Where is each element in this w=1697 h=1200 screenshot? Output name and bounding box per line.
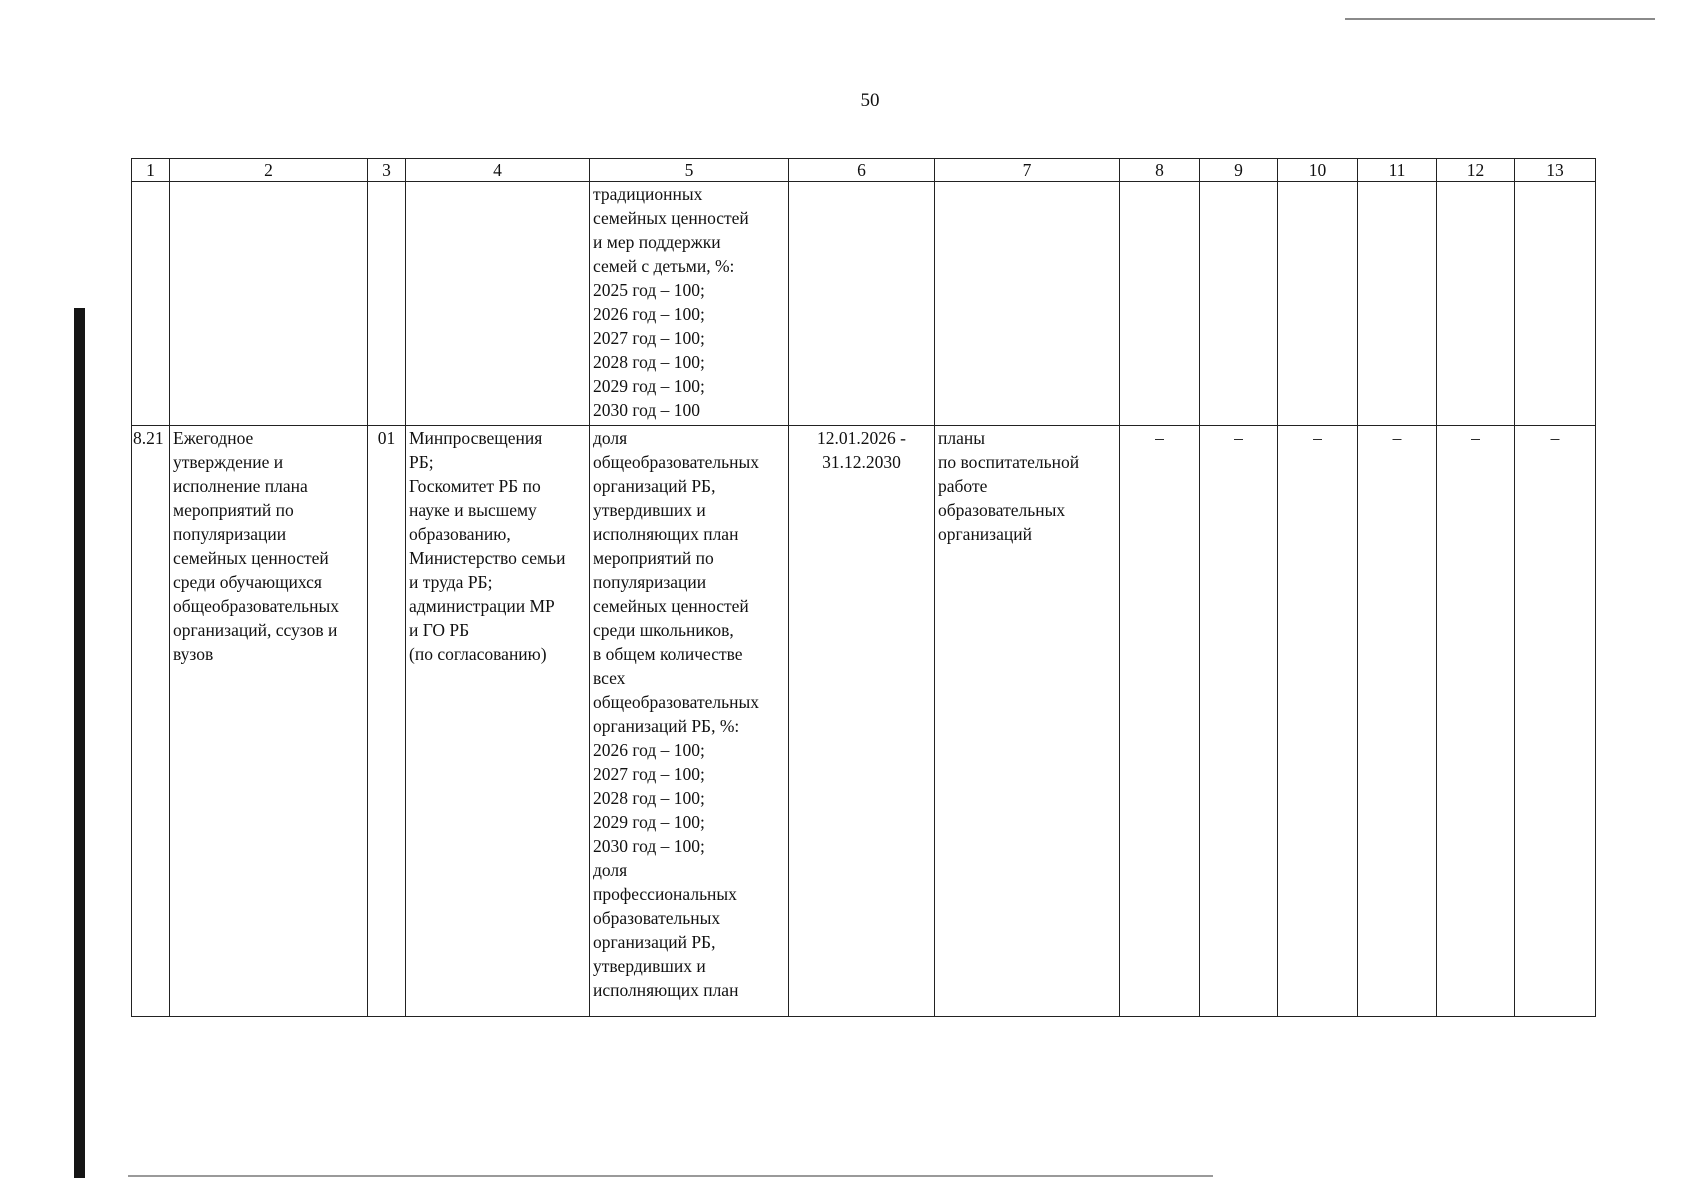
scan-artifact-line-bottom [128, 1175, 1213, 1177]
cell-empty [132, 182, 170, 426]
cell-empty [935, 182, 1120, 426]
cell-empty [170, 182, 368, 426]
cell-empty [1515, 182, 1596, 426]
cell-activity: Ежегодное утверждение и исполнение плана мероприятий по популяризации семейных ценностей среди обучающихся общеобразовательных организаций, ссузов и вузов [170, 426, 368, 1017]
cell-responsible: Минпросвещения РБ; Госкомитет РБ по науке и высшему образованию, Министерство семьи и труда РБ; администрации МР и ГО РБ (по согласованию) [406, 426, 590, 1017]
page-number: 50 [860, 90, 880, 111]
cell-empty [1437, 182, 1515, 426]
cell-empty [1200, 182, 1278, 426]
scan-artifact-line-top [1345, 18, 1655, 20]
cell-empty [406, 182, 590, 426]
header-col-13: 13 [1515, 159, 1596, 182]
cell-col-13: – [1515, 426, 1596, 1017]
cell-col-8: – [1120, 426, 1200, 1017]
header-col-5: 5 [590, 159, 789, 182]
cell-col-11: – [1358, 426, 1437, 1017]
cell-col-12: – [1437, 426, 1515, 1017]
header-col-2: 2 [170, 159, 368, 182]
cell-indicator-continued: традиционных семейных ценностей и мер поддержки семей с детьми, %: 2025 год – 100; 2026 год – 100; 2027 год – 100; 2028 год – 100; 2029 год – 100; 2030 год – 100 [590, 182, 789, 426]
cell-empty [368, 182, 406, 426]
header-col-3: 3 [368, 159, 406, 182]
header-row [132, 159, 1596, 182]
cell-empty [789, 182, 935, 426]
header-col-8: 8 [1120, 159, 1200, 182]
cell-empty [1120, 182, 1200, 426]
cell-item-number: 8.21 [132, 426, 170, 1017]
cell-empty [1278, 182, 1358, 426]
cell-col-10: – [1278, 426, 1358, 1017]
cell-col-9: – [1200, 426, 1278, 1017]
cell-empty [1358, 182, 1437, 426]
header-col-10: 10 [1278, 159, 1358, 182]
header-col-9: 9 [1200, 159, 1278, 182]
cell-code: 01 [368, 426, 406, 1017]
cell-result: планы по воспитательной работе образовательных организаций [935, 426, 1120, 1017]
header-col-4: 4 [406, 159, 590, 182]
header-col-7: 7 [935, 159, 1120, 182]
scan-artifact-bar-left [74, 308, 85, 1178]
table-row-8-21 [132, 426, 1596, 1017]
cell-indicator: доля общеобразовательных организаций РБ, утвердивших и исполняющих план мероприятий по популяризации семейных ценностей среди школьников, в общем количестве всех общеобразовательных организаций РБ, %: 2026 год – 100; 2027 год – 100; 2028 год – 100; 2029 год – 100; 2030 год – 100; доля профессиональных образовательных организаций РБ, утвердивших и исполняющих план [590, 426, 789, 1017]
header-col-6: 6 [789, 159, 935, 182]
cell-period: 12.01.2026 - 31.12.2030 [789, 426, 935, 1017]
header-col-11: 11 [1358, 159, 1437, 182]
program-table [131, 158, 1596, 1017]
table-row-continuation [132, 182, 1596, 426]
header-col-1: 1 [132, 159, 170, 182]
header-col-12: 12 [1437, 159, 1515, 182]
